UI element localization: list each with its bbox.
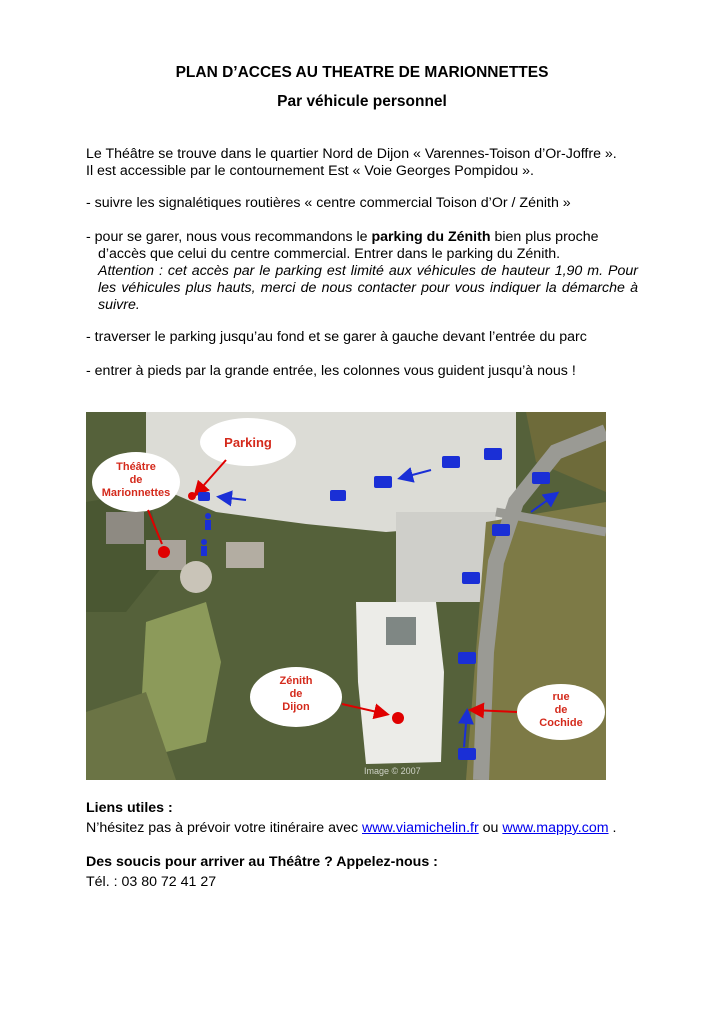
step-1: - suivre les signalétiques routières « centre commercial Toison d’Or / Zénith » — [86, 195, 571, 211]
rue-label-3: Cochide — [539, 717, 583, 729]
car-icon — [462, 572, 480, 584]
page-subtitle: Par véhicule personnel — [277, 93, 447, 110]
car-icon — [442, 456, 460, 468]
theatre-label-1: Théâtre — [116, 461, 156, 473]
theatre-label-3: Marionnettes — [101, 487, 171, 499]
pedestrian-icon-body — [201, 546, 207, 556]
car-icon — [198, 492, 210, 501]
links-line: N’hésitez pas à prévoir votre itinéraire avec www.viamichelin.fr ou www.mappy.com . — [86, 820, 617, 836]
step-2 — [86, 229, 638, 314]
pedestrian-icon — [205, 513, 211, 519]
car-icon — [532, 472, 550, 484]
zenith-label-1: Zénith — [279, 675, 313, 687]
page-title: PLAN D’ACCES AU THEATRE DE MARIONNETTES — [175, 64, 549, 81]
parking-label: Parking — [224, 435, 272, 450]
pedestrian-icon-body — [205, 520, 211, 530]
step-4: - entrer à pieds par la grande entrée, les colonnes vous guident jusqu’à nous ! — [86, 363, 576, 379]
car-icon — [374, 476, 392, 488]
step-2-line-2: d’accès que celui du centre commercial. Entrer dans le parking du Zénith. — [98, 246, 561, 262]
parking-zenith-emphasis: parking du Zénith — [371, 229, 491, 245]
intro-line-2: Il est accessible par le contournement Est « Voie Georges Pompidou ». — [86, 163, 534, 179]
theatre-label-2: de — [129, 474, 143, 486]
aerial-access-map — [86, 412, 606, 780]
rue-label-1: rue — [552, 691, 570, 703]
parking-marker — [188, 492, 196, 500]
map-watermark: Image © 2007 — [364, 766, 421, 776]
pedestrian-icon — [201, 539, 207, 545]
zenith-marker — [392, 712, 404, 724]
step-3: - traverser le parking jusqu’au fond et se garer à gauche devant l’entrée du parc — [86, 329, 587, 345]
car-icon — [484, 448, 502, 460]
car-icon — [458, 652, 476, 664]
zenith-label-2: de — [289, 688, 303, 700]
car-icon — [330, 490, 346, 501]
rue-label-2: de — [554, 704, 568, 716]
car-icon — [458, 748, 476, 760]
contact-heading: Des soucis pour arriver au Théâtre ? Appelez-nous : — [86, 854, 438, 870]
attention-note: Attention : cet accès par le parking est limité aux véhicules de hauteur 1,90 m. Pour les véhicules plus hauts, merci de nous contacter pour vous indiquer la démarche à suivre. — [98, 263, 638, 313]
intro-line-1: Le Théâtre se trouve dans le quartier Nord de Dijon « Varennes-Toison d’Or-Joffre ». — [86, 146, 617, 162]
viamichelin-link[interactable]: www.viamichelin.fr — [362, 820, 479, 836]
mappy-link[interactable]: www.mappy.com — [502, 820, 609, 836]
theatre-marker — [158, 546, 170, 558]
links-heading: Liens utiles : — [86, 800, 173, 816]
contact-phone: Tél. : 03 80 72 41 27 — [86, 874, 217, 890]
zenith-label-3: Dijon — [282, 701, 310, 713]
step-2-line-1: - pour se garer, nous vous recommandons le parking du Zénith bien plus proche — [86, 229, 599, 245]
intro-paragraph — [86, 146, 638, 180]
car-icon — [492, 524, 510, 536]
